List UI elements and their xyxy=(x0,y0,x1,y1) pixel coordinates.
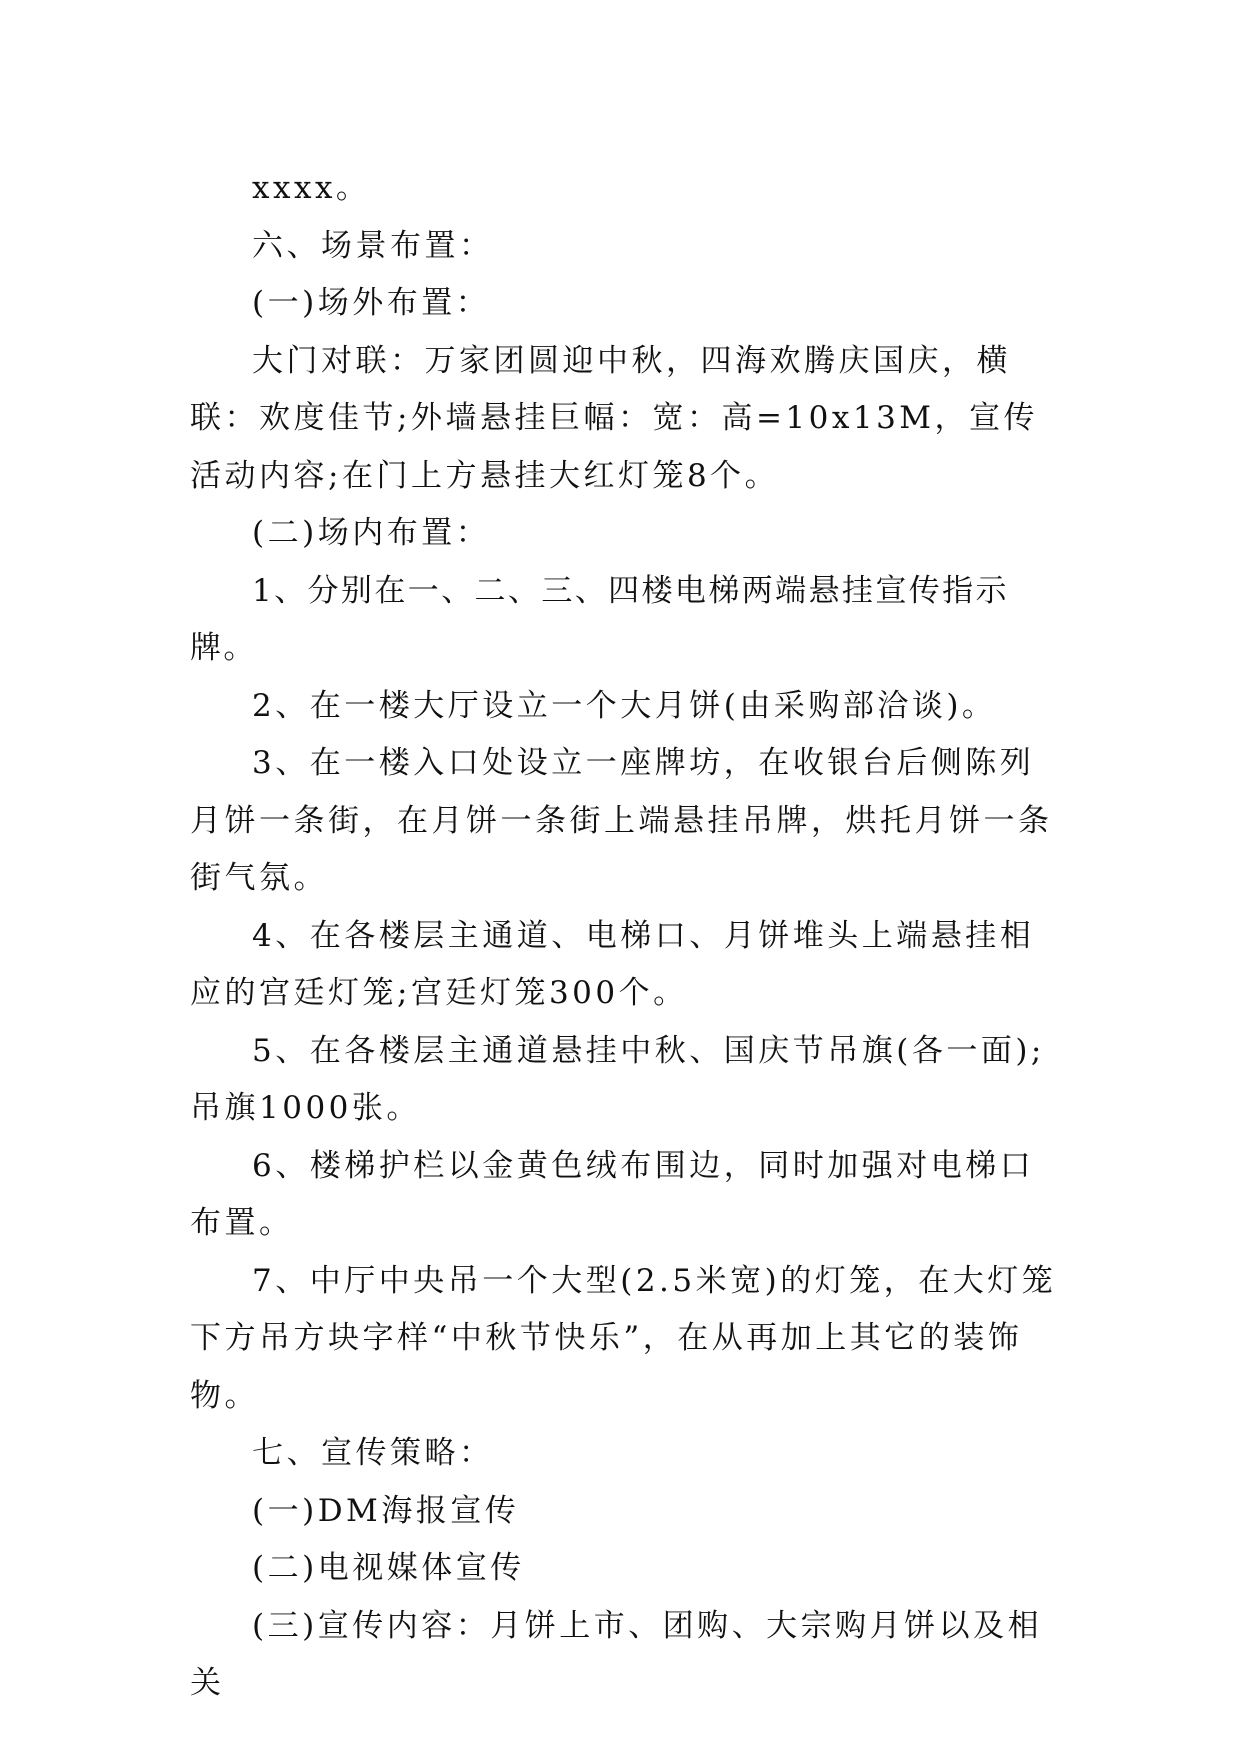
heading-promotion-strategy: 七、宣传策略： xyxy=(252,1435,494,1471)
list-item-4: 4、在各楼层主通道、电梯口、月饼堆头上端悬挂相应的宫廷灯笼;宫廷灯笼300个。 xyxy=(190,917,1035,1011)
paragraph-xxxx: xxxx。 xyxy=(252,170,371,206)
list-item-6: 6、楼梯护栏以金黄色绒布围边，同时加强对电梯口布置。 xyxy=(190,1147,1035,1241)
paragraph-gate-couplet: 大门对联：万家团圆迎中秋，四海欢腾庆国庆，横联：欢度佳节;外墙悬挂巨幅：宽：高=10x13M，宣传活动内容;在门上方悬挂大红灯笼8个。 xyxy=(190,342,1039,494)
subheading-outdoor-setup: (一)场外布置： xyxy=(252,285,491,321)
subheading-tv-media: (二)电视媒体宣传 xyxy=(252,1550,525,1586)
document-body xyxy=(190,160,1060,1713)
subheading-indoor-setup: (二)场内布置： xyxy=(252,515,491,551)
subheading-dm-poster: (一)DM海报宣传 xyxy=(252,1492,520,1529)
subheading-promotion-content: (三)宣传内容：月饼上市、团购、大宗购月饼以及相关 xyxy=(190,1607,1043,1701)
heading-scene-setup: 六、场景布置： xyxy=(252,227,494,264)
list-item-2: 2、在一楼大厅设立一个大月饼(由采购部洽谈)。 xyxy=(252,687,997,724)
list-item-7: 7、中厅中央吊一个大型(2.5米宽)的灯笼，在大灯笼下方吊方块字样“中秋节快乐”，在从再加上其它的装饰物。 xyxy=(190,1262,1057,1414)
list-item-1: 1、分别在一、二、三、四楼电梯两端悬挂宣传指示牌。 xyxy=(190,572,1009,666)
list-item-5: 5、在各楼层主通道悬挂中秋、国庆节吊旗(各一面);吊旗1000张。 xyxy=(190,1032,1045,1126)
list-item-3: 3、在一楼入口处设立一座牌坊，在收银台后侧陈列月饼一条街，在月饼一条街上端悬挂吊牌，烘托月饼一条街气氛。 xyxy=(190,745,1053,896)
